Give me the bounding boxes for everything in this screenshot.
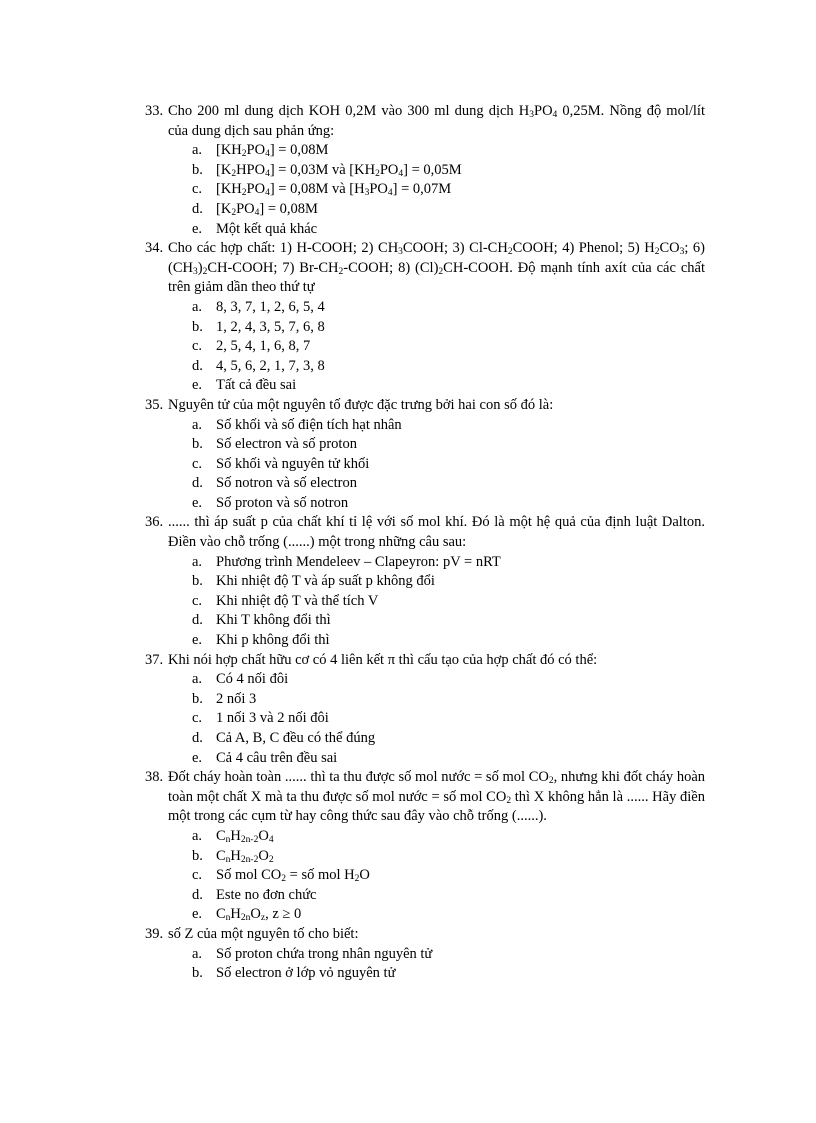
answer-option — [145, 886, 705, 906]
answer-option — [145, 631, 705, 651]
text-run: ] = 0,08M — [259, 200, 318, 217]
option-letter: b. — [192, 965, 203, 982]
text-run: Số electron ở lớp vỏ nguyên tử — [216, 965, 396, 982]
text-run: , nhưng khi đốt cháy hoàn toàn một chất X mà ta thu được số mol nước = số mol CO — [168, 769, 706, 805]
text-run: Số electron và số proton — [216, 436, 357, 453]
text-run: 2 nối 3 — [216, 690, 257, 707]
answer-option — [145, 161, 705, 181]
subscript: 2 — [548, 776, 554, 787]
question-38 — [145, 768, 705, 925]
answer-option — [145, 376, 705, 396]
option-text — [216, 376, 705, 396]
text-run: CO — [659, 240, 680, 257]
subscript: 2 — [241, 149, 247, 160]
option-text — [216, 749, 705, 769]
answer-option — [145, 298, 705, 318]
question-number: 39. — [145, 925, 164, 942]
option-text — [216, 572, 705, 592]
text-run: PO — [246, 142, 266, 159]
subscript: 3 — [364, 188, 370, 199]
text-run: C — [216, 906, 226, 923]
option-text — [216, 141, 705, 161]
option-text — [216, 592, 705, 612]
answer-option — [145, 455, 705, 475]
subscript: 2 — [338, 266, 344, 277]
subscript: 2 — [241, 188, 247, 199]
option-text — [216, 494, 705, 514]
subscript: 3 — [529, 110, 534, 120]
question-text — [168, 513, 705, 552]
question-stem — [145, 768, 705, 827]
question-text — [168, 396, 705, 416]
text-run: H — [230, 827, 241, 844]
question-number: 37. — [145, 651, 164, 668]
text-run: Este no đơn chức — [216, 886, 317, 903]
option-text — [216, 905, 705, 925]
option-text — [216, 611, 705, 631]
question-number: 36. — [145, 514, 164, 531]
subscript: 4 — [398, 168, 404, 179]
option-text — [216, 357, 705, 377]
text-run: COOH; 4) Phenol; 5) H — [512, 240, 655, 257]
option-letter: c. — [192, 338, 203, 355]
option-letter: a. — [192, 945, 203, 962]
question-text — [168, 768, 705, 827]
option-text — [216, 964, 705, 984]
text-run: Nguyên tử của một nguyên tố được đặc trưng bởi hai con số đó là: — [168, 396, 554, 413]
answer-option — [145, 847, 705, 867]
text-run: PO — [246, 181, 266, 198]
question-stem — [145, 925, 705, 945]
answer-option — [145, 435, 705, 455]
text-run: ] = 0,08M và [H — [269, 181, 365, 198]
option-letter: c. — [192, 710, 203, 727]
text-run: PO — [534, 103, 553, 119]
answer-option — [145, 866, 705, 886]
answer-option — [145, 670, 705, 690]
text-run: ; 6) (CH — [168, 240, 705, 276]
answer-option — [145, 180, 705, 200]
question-number: 34. — [145, 240, 164, 257]
option-text — [216, 200, 705, 220]
text-run: [KH — [216, 142, 242, 159]
text-run: Cho 200 ml dung dịch KOH 0,2M vào 300 ml dung dịch H — [168, 103, 530, 119]
question-stem — [145, 513, 705, 552]
option-letter: a. — [192, 553, 203, 570]
text-run: Phương trình Mendeleev – Clapeyron: pV = nRT — [216, 553, 501, 570]
question-34 — [145, 239, 705, 396]
text-run: O — [258, 847, 269, 864]
option-letter: d. — [192, 200, 203, 217]
subscript: n — [225, 834, 231, 845]
text-run: ] = 0,05M — [403, 161, 462, 178]
subscript: z — [260, 913, 266, 924]
subscript: 4 — [387, 188, 393, 199]
text-run: CH-COOH. Độ mạnh tính axít của các chất trên giảm dần theo thứ tự — [168, 259, 705, 296]
answer-option — [145, 690, 705, 710]
option-letter: b. — [192, 436, 203, 453]
option-letter: b. — [192, 161, 203, 178]
option-letter: e. — [192, 749, 203, 766]
text-run: [K — [216, 200, 232, 217]
text-run: Khi nói hợp chất hữu cơ có 4 liên kết π thì cấu tạo của hợp chất đó có thể: — [168, 651, 598, 668]
text-run: CH-COOH; 7) Br-CH — [207, 259, 339, 276]
subscript: n — [225, 913, 231, 924]
option-letter: a. — [192, 671, 203, 688]
option-text — [216, 847, 705, 867]
text-run: H — [230, 847, 241, 864]
text-run: Số proton và số notron — [216, 494, 349, 511]
option-letter: c. — [192, 592, 203, 609]
option-letter: b. — [192, 573, 203, 590]
text-run: 2, 5, 4, 1, 6, 8, 7 — [216, 338, 311, 355]
option-text — [216, 886, 705, 906]
option-letter: c. — [192, 455, 203, 472]
option-text — [216, 631, 705, 651]
text-run: Số khối và nguyên tử khối — [216, 455, 370, 472]
question-39 — [145, 925, 705, 984]
option-letter: a. — [192, 298, 203, 315]
subscript: 2 — [507, 247, 513, 258]
option-text — [216, 161, 705, 181]
text-run: Cả A, B, C đều có thể đúng — [216, 730, 376, 746]
option-letter: d. — [192, 475, 203, 492]
answer-option — [145, 357, 705, 377]
answer-option — [145, 749, 705, 769]
text-run: HPO — [236, 161, 266, 178]
answer-option — [145, 611, 705, 631]
answer-option — [145, 494, 705, 514]
text-run: Khi p không đổi thì — [216, 632, 330, 649]
question-text — [168, 239, 705, 298]
question-text — [168, 102, 705, 141]
text-run: [K — [216, 161, 232, 178]
option-letter: d. — [192, 886, 203, 903]
text-run: H — [230, 906, 241, 923]
option-letter: e. — [192, 377, 203, 394]
text-run: Số proton chứa trong nhân nguyên tử — [216, 945, 433, 962]
text-run: [KH — [216, 181, 242, 198]
question-36 — [145, 513, 705, 650]
option-text — [216, 866, 705, 886]
option-letter: d. — [192, 357, 203, 374]
text-run: Số khối và số điện tích hạt nhân — [216, 416, 402, 433]
text-run: Đốt cháy hoàn toàn ...... thì ta thu được số mol nước = số mol CO — [168, 769, 549, 786]
text-run: , z ≥ 0 — [265, 906, 302, 923]
option-letter: c. — [192, 181, 203, 198]
subscript: 2 — [202, 266, 208, 277]
text-run: Cả 4 câu trên đều sai — [216, 749, 338, 766]
subscript: 2n-2 — [240, 834, 259, 845]
answer-option — [145, 572, 705, 592]
text-run: PO — [236, 200, 255, 217]
text-run: số Z của một nguyên tố cho biết: — [168, 925, 359, 942]
option-text — [216, 729, 705, 749]
subscript: 2n-2 — [240, 854, 259, 865]
answer-option — [145, 141, 705, 161]
subscript: 2 — [375, 168, 380, 179]
option-letter: b. — [192, 318, 203, 335]
option-text — [216, 553, 705, 573]
text-run: Số notron và số electron — [216, 475, 357, 492]
question-list — [145, 102, 705, 984]
subscript: 2 — [281, 874, 287, 885]
text-run: Số mol CO — [216, 867, 282, 884]
text-run: O — [258, 827, 269, 844]
answer-option — [145, 474, 705, 494]
subscript: 2 — [231, 168, 237, 179]
subscript: 2 — [231, 207, 237, 218]
question-number: 38. — [145, 769, 164, 786]
option-text — [216, 435, 705, 455]
subscript: 2 — [654, 247, 660, 258]
answer-option — [145, 220, 705, 240]
text-run: -COOH; 8) (Cl) — [343, 259, 439, 276]
question-stem — [145, 651, 705, 671]
subscript: 4 — [254, 207, 260, 218]
option-letter: e. — [192, 494, 203, 511]
answer-option — [145, 337, 705, 357]
text-run: 0,25M. Nồng độ mol/lít của dung dịch sau phản ứng: — [168, 103, 705, 139]
option-text — [216, 670, 705, 690]
subscript: n — [225, 854, 231, 865]
option-text — [216, 298, 705, 318]
subscript: 2 — [438, 266, 444, 277]
answer-option — [145, 553, 705, 573]
text-run: ] = 0,07M — [392, 181, 452, 198]
question-stem — [145, 102, 705, 141]
subscript: 4 — [265, 188, 270, 199]
answer-option — [145, 416, 705, 436]
text-run: O — [359, 867, 370, 884]
subscript: 4 — [265, 168, 270, 179]
option-text — [216, 180, 705, 200]
question-number: 35. — [145, 396, 164, 413]
answer-option — [145, 200, 705, 220]
subscript: 3 — [398, 247, 403, 258]
option-letter: e. — [192, 220, 203, 237]
text-run: Khi nhiệt độ T và thể tích V — [216, 592, 379, 609]
text-run: COOH; 3) Cl-CH — [402, 240, 508, 257]
answer-option — [145, 592, 705, 612]
subscript: 2 — [354, 874, 360, 885]
subscript: 2 — [268, 854, 274, 865]
option-text — [216, 827, 705, 847]
option-text — [216, 474, 705, 494]
option-letter: b. — [192, 847, 203, 864]
option-text — [216, 220, 705, 240]
text-run: = số mol H — [286, 867, 355, 884]
text-run: O — [250, 906, 261, 923]
text-run: C — [216, 827, 226, 844]
text-run: ...... thì áp suất p của chất khí tỉ lệ với số mol khí. Đó là một hệ quả của định luật Dalton. Điền vào chỗ trống (......) một trong những câu sau: — [168, 514, 705, 551]
subscript: 4 — [268, 834, 274, 845]
option-letter: d. — [192, 612, 203, 629]
text-run: Tất cả đều sai — [216, 377, 297, 394]
question-35 — [145, 396, 705, 514]
answer-option — [145, 827, 705, 847]
text-run: PO — [379, 161, 399, 178]
text-run: 4, 5, 6, 2, 1, 7, 3, 8 — [216, 357, 325, 374]
answer-option — [145, 709, 705, 729]
subscript: 2 — [506, 795, 512, 806]
answer-option — [145, 729, 705, 749]
option-letter: a. — [192, 827, 203, 844]
text-run: Cho các hợp chất: 1) H-COOH; 2) CH — [168, 240, 399, 257]
option-text — [216, 416, 705, 436]
option-text — [216, 318, 705, 338]
text-run: thì X không hẳn là ...... Hãy điền một trong các cụm từ hay công thức sau đây vào chỗ trống (......). — [168, 788, 705, 825]
option-text — [216, 690, 705, 710]
text-run: ) — [197, 259, 203, 276]
text-run: 1 nối 3 và 2 nối đôi — [216, 710, 329, 727]
question-stem — [145, 239, 705, 298]
option-letter: e. — [192, 632, 203, 649]
text-run: ] = 0,08M — [269, 142, 329, 159]
option-letter: a. — [192, 142, 203, 159]
subscript: 3 — [679, 247, 685, 258]
answer-option — [145, 964, 705, 984]
text-run: PO — [369, 181, 388, 198]
answer-option — [145, 945, 705, 965]
subscript: 3 — [192, 266, 198, 277]
option-letter: d. — [192, 730, 203, 746]
subscript: 2n — [240, 913, 251, 924]
question-37 — [145, 651, 705, 769]
question-text — [168, 925, 705, 945]
text-run: ] = 0,03M và [KH — [269, 161, 376, 178]
question-number: 33. — [145, 103, 164, 119]
option-text — [216, 709, 705, 729]
text-run: Khi T không đổi thì — [216, 612, 331, 629]
option-letter: a. — [192, 416, 203, 433]
option-letter: e. — [192, 906, 203, 923]
subscript: 4 — [265, 149, 270, 160]
question-stem — [145, 396, 705, 416]
text-run: Khi nhiệt độ T và áp suất p không đổi — [216, 573, 435, 590]
question-33 — [145, 102, 705, 239]
option-text — [216, 337, 705, 357]
option-text — [216, 455, 705, 475]
answer-option — [145, 318, 705, 338]
subscript: 4 — [552, 110, 558, 120]
text-run: 8, 3, 7, 1, 2, 6, 5, 4 — [216, 298, 325, 315]
answer-option — [145, 905, 705, 925]
option-letter: b. — [192, 690, 203, 707]
text-run: Một kết quả khác — [216, 220, 318, 237]
option-text — [216, 945, 705, 965]
text-run: C — [216, 847, 226, 864]
text-run: Có 4 nối đôi — [216, 671, 289, 688]
question-text — [168, 651, 705, 671]
text-run: 1, 2, 4, 3, 5, 7, 6, 8 — [216, 318, 325, 335]
option-letter: c. — [192, 867, 203, 884]
